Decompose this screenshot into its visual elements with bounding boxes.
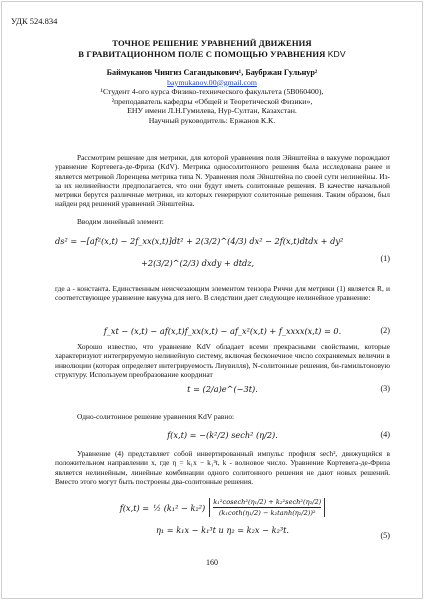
equation-3-number: (3) bbox=[380, 384, 390, 393]
equation-1-line-2: +2(3/2)^(2/3) dxdy + dtdz, bbox=[141, 258, 255, 268]
title-kdv: KDV bbox=[327, 49, 346, 59]
equation-4-body: f(x,t) = −(k²/2) sech² (η/2). bbox=[167, 430, 278, 440]
authors-block bbox=[22, 68, 402, 126]
title-line-1: ТОЧНОЕ РЕШЕНИЕ УРАВНЕНИЙ ДВИЖЕНИЯ bbox=[112, 38, 312, 48]
paper-title bbox=[22, 38, 402, 60]
paragraph-intro: Рассмотрим решение для метрики, для которой уравнения поля Эйнштейна в вакууме порождают уравнение Кортевега-де-Фриза (KdV). Метрика односолитонного решения была исследована ранее и является метрикой Лоренцева метрика типа N. Уравнения поля Эйнштейна по своей сути нелинейны. Из-за их нелинейности предполагается, что они будут иметь солитонные решения. В качестве начальной метрики берутся различные метрики, из которых генерируют солитонные решения. Таким образом, был найден ряд решений уравнений Эйнштейна. bbox=[55, 153, 390, 209]
equation-1-number: (1) bbox=[380, 254, 390, 263]
equation-3-body: t = (2/a)e^(−3t). bbox=[187, 384, 258, 394]
equation-2 bbox=[55, 326, 390, 336]
paragraph-ricci: где a - константа. Единственным неисчезающим элементом тензора Риччи для метрики (1) является R, и соответствующее уравнение вакуума для него. В следствии дает следующее нелинейное уравнение: bbox=[55, 284, 390, 303]
title-line-2 bbox=[22, 49, 402, 60]
affiliation-1: ¹Студент 4-ого курса Физико-технического факультета (5В060400), bbox=[100, 87, 324, 97]
udk-code: УДК 524.834 bbox=[11, 16, 58, 26]
affiliation-3: ЕНУ имени Л.Н.Гумилева, Нур-Султан, Казахстан. bbox=[127, 106, 297, 116]
paragraph-one-soliton: Одно-солитонное решение уравнения KdV равно: bbox=[77, 412, 235, 421]
supervisor: Научный руководитель: Ержанов К.К. bbox=[148, 115, 276, 125]
equation-5-line-2: η₁ = k₁x − k₁³t и η₂ = k₂x − k₂³t. bbox=[155, 525, 290, 535]
equation-1-line-1: ds² = −[af²(x,t) − 2f_xx(x,t)]dt² + 2(3/2)^(4/3) dx² − 2f(x,t)dtdx + dy² bbox=[55, 236, 344, 246]
equation-4 bbox=[55, 430, 390, 440]
equation-5-denominator: (k₁coth(η₁/2) − k₂tanh(η₂/2))² bbox=[218, 509, 316, 517]
equation-4-number: (4) bbox=[380, 430, 390, 439]
page-number: 160 bbox=[206, 558, 218, 567]
equation-5-numerator: k₁²cosech²(η₁/2) + k₂²sech²(η₂/2) bbox=[213, 498, 322, 506]
equation-5-factor: ½ (k₁² − k₂²) bbox=[153, 502, 206, 513]
paragraph-line-element: Вводим линейный элемент: bbox=[77, 217, 164, 226]
equation-5-lhs: f(x,t) = bbox=[119, 502, 150, 513]
author-email-link[interactable]: baymukanov.00@gmail.com bbox=[167, 77, 257, 87]
equation-2-number: (2) bbox=[380, 326, 390, 335]
equation-2-body: f_xt − (x,t) − af(x,t)f_xx(x,t) − af_x²(x,t) + f_xxxx(x,t) = 0. bbox=[103, 326, 342, 336]
equation-5 bbox=[55, 498, 390, 540]
paragraph-kdv-properties: Хорошо известно, что уравнение KdV обладает всеми прекрасными свойствами, которые характеризуют интегрируемую нелинейную систему, включая бесконечное число сохраняемых величин в инволюции (которая определяет интегрируемость Лиувилля), N-солитонные решения, би-гамильтоновую структуру. Используем преобразование координат bbox=[55, 342, 390, 379]
equation-3 bbox=[55, 384, 390, 394]
paragraph-two-soliton: Уравнение (4) представляет собой инвертированный импульс профиля sech², движущийся в положительном направлении x, где η = k₁x − k₁³t, k - волновое число. Уравнение Кортевега-де-Фриза является нелинейным, линейные комбинации одного солитонного решения не дают новых решений. Вместо этого могут быть построены два-солитонные решения. bbox=[55, 449, 390, 486]
equation-1 bbox=[55, 236, 390, 268]
equation-5-fraction bbox=[209, 498, 325, 517]
affiliation-2: ²преподаватель кафедры «Общей и Теоретической Физики», bbox=[111, 96, 313, 106]
equation-5-line-1 bbox=[55, 498, 390, 517]
document-page bbox=[1, 1, 423, 599]
title-line-2-main: В ГРАВИТАЦИОННОМ ПОЛЕ С ПОМОЩЬЮ УРАВНЕНИЯ bbox=[78, 49, 326, 59]
author-names: Баймуканов Чингиз Сагандыкович¹, Баубржан Гульнур² bbox=[106, 68, 318, 77]
equation-5-number: (5) bbox=[380, 531, 390, 540]
